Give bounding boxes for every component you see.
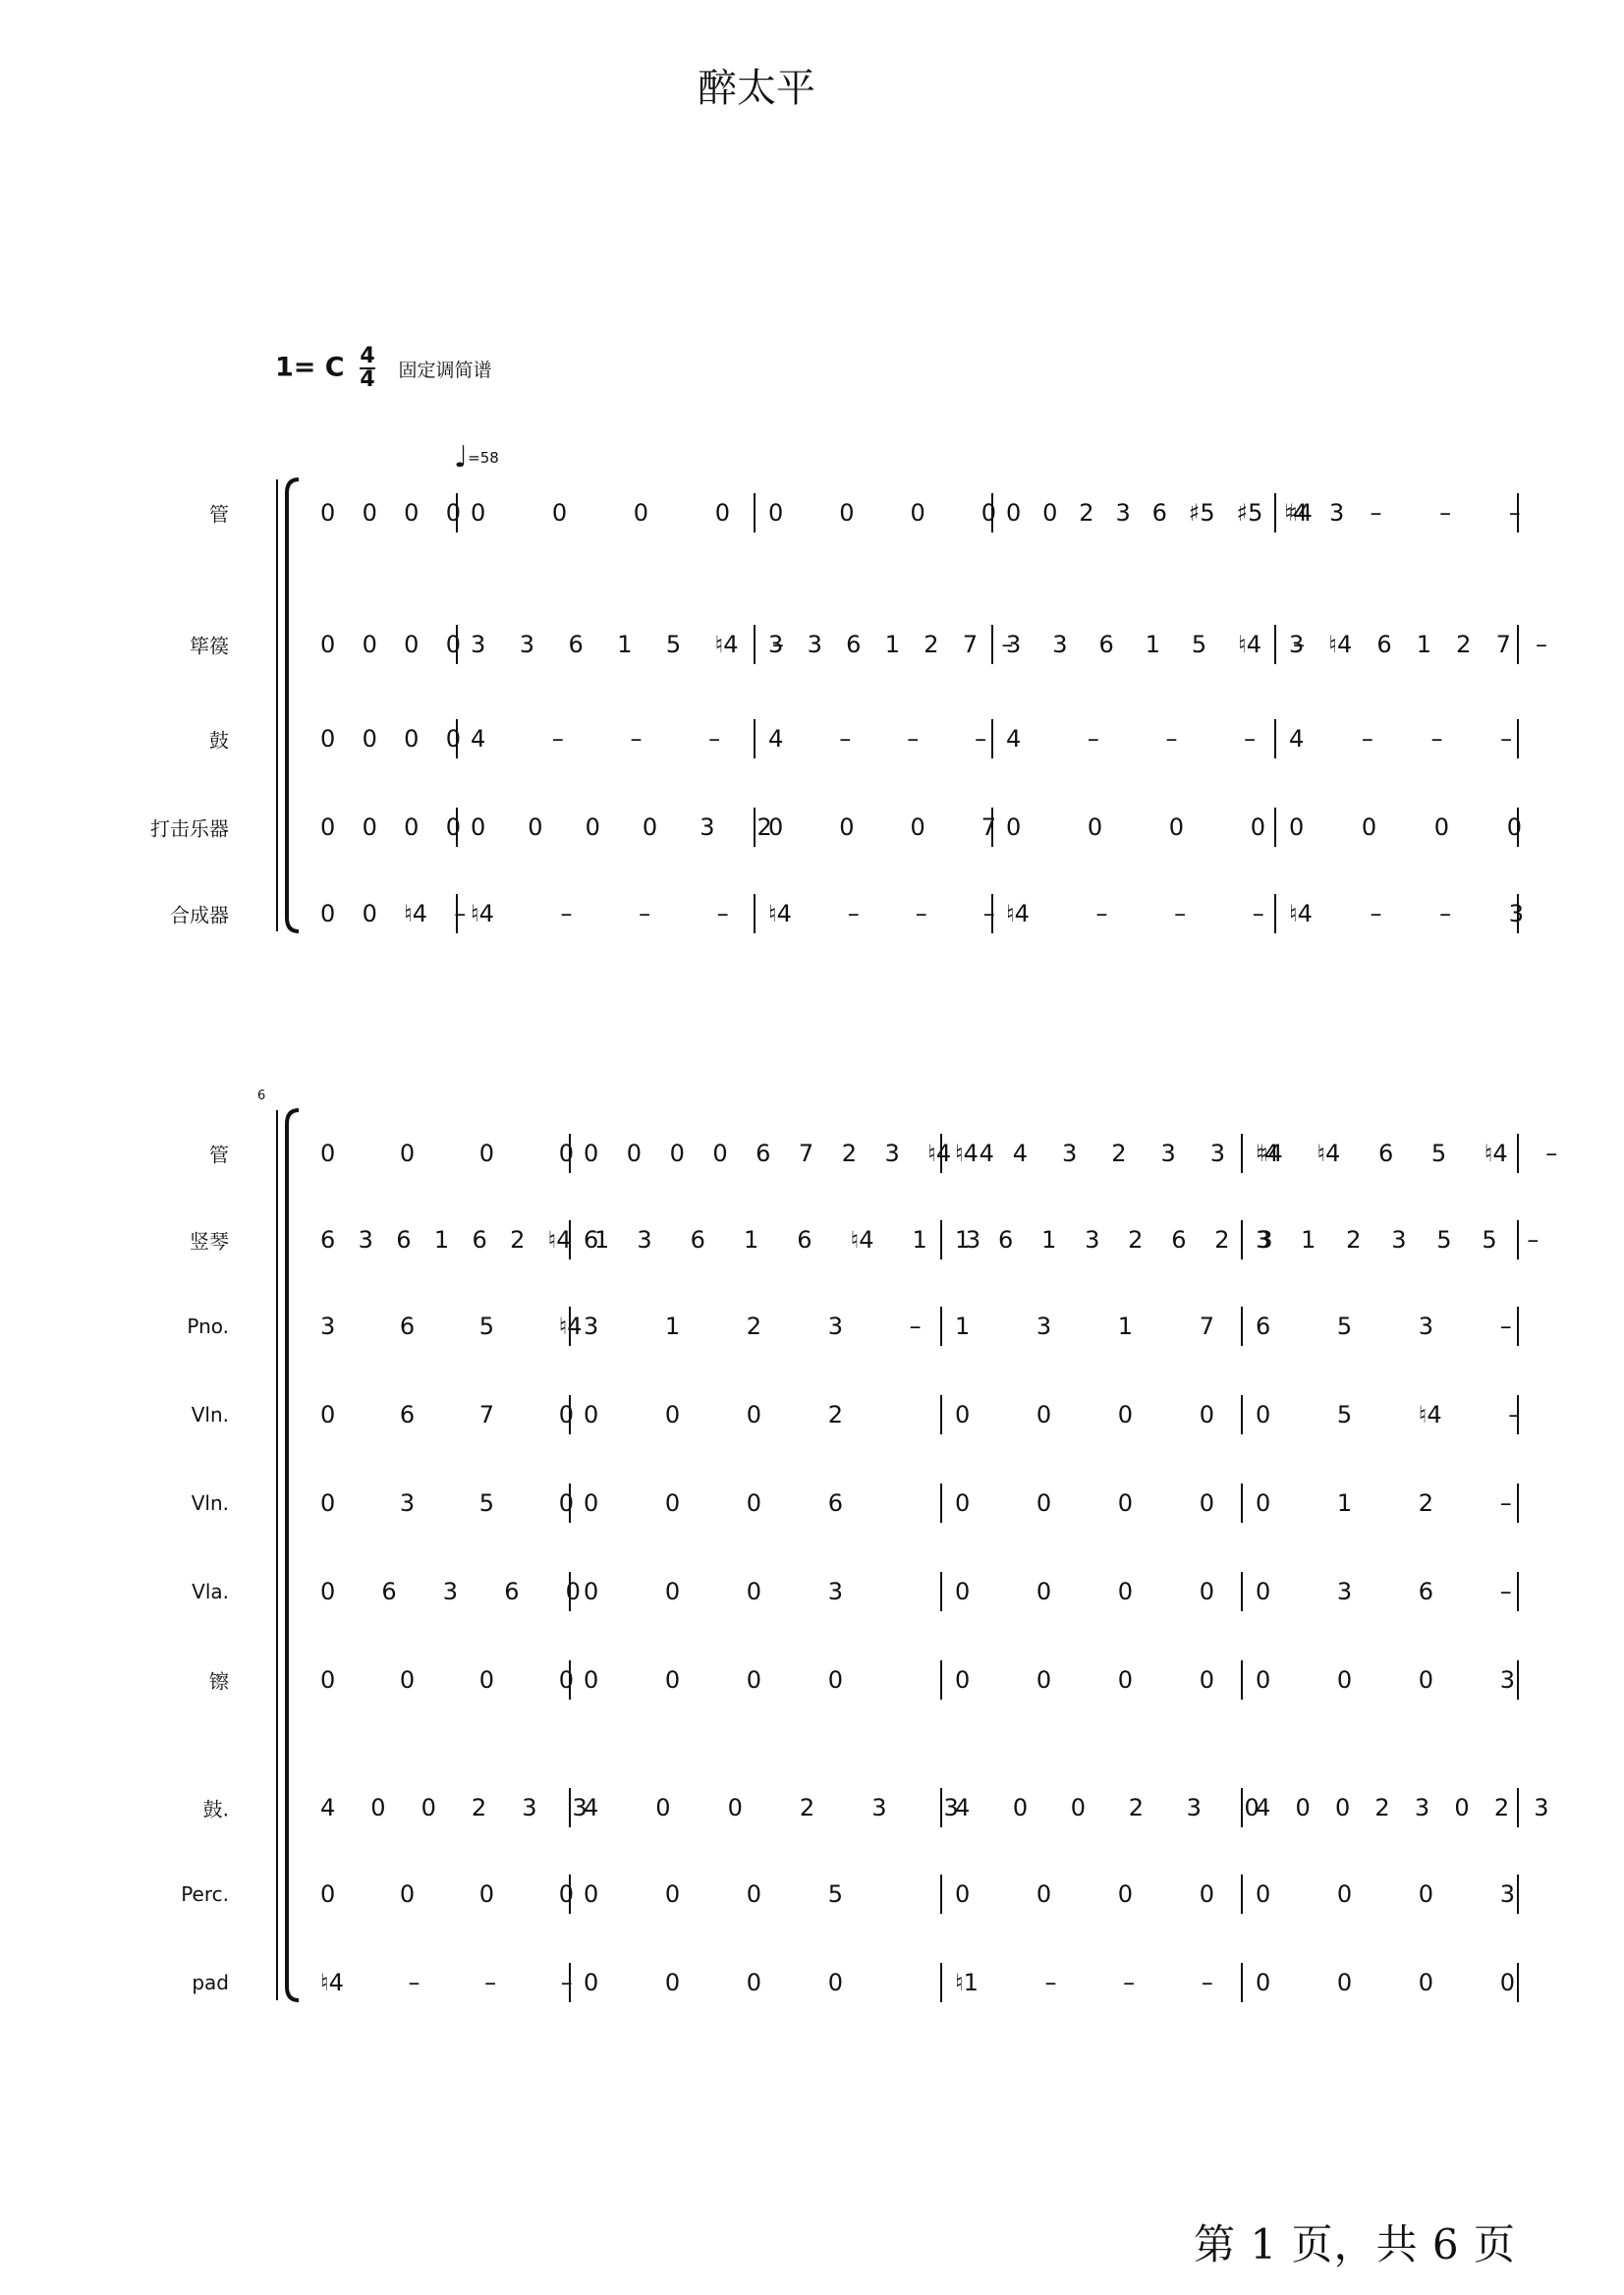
measure-notes: 0 0 0 0	[955, 1578, 1214, 1605]
measure-notes: 0 0 0 0	[1006, 813, 1265, 841]
measure-notes: 0 6 7 0	[320, 1401, 574, 1428]
measure-notes: ♮4 ♮4 6 5 ♮4 –	[1256, 1140, 1558, 1167]
instrument-label: Vln.	[191, 1491, 229, 1515]
measure-notes: 0 0 0 0	[320, 1140, 574, 1167]
measure-notes: 0 0 0 0	[768, 499, 996, 527]
system-bracket	[287, 1110, 299, 2000]
measure-notes: 0 0 0 0	[320, 725, 461, 753]
measure-notes: 1 3 1 7	[955, 1313, 1214, 1340]
measure-notes: 0 0 0 0	[320, 813, 461, 841]
measure-notes: 0 0 0 0	[1289, 813, 1522, 841]
measure-notes: 0 0 0 0	[955, 1880, 1214, 1908]
measure-notes: 3 6 5 ♮4	[320, 1313, 583, 1340]
measure-notes: 0 0 0 0	[471, 499, 730, 527]
measure-notes: 4 – – –	[471, 725, 721, 753]
instrument-label: Pno.	[187, 1315, 229, 1338]
time-signature-bottom: 4	[360, 367, 375, 392]
measure-notes: 0 0 0 0	[584, 1969, 843, 1996]
measure-notes: 3 3 6 1 5 ♮4 –	[471, 631, 784, 658]
instrument-label: Perc.	[181, 1882, 229, 1906]
instrument-label: pad	[192, 1971, 229, 1994]
measure-notes: 0 0 0 6	[584, 1489, 843, 1517]
measure-notes: 3 1 2 3 –	[584, 1313, 922, 1340]
measure-notes: ♮1 – – –	[955, 1969, 1213, 1996]
measure-notes: 4 – – –	[768, 725, 987, 753]
measure-notes: 0 0 0 2	[584, 1401, 843, 1428]
measure-notes: 0 0 ♮4 –	[320, 900, 467, 927]
measure-notes: 0 0 0 0 6 7 2 3 ♮4 4	[584, 1140, 994, 1167]
measure-notes: 1 6 1 3 2 6 2 3	[955, 1226, 1273, 1254]
measure-notes: 0 0 0 0	[955, 1666, 1214, 1694]
instrument-label: 管	[209, 1143, 229, 1167]
measure-notes: 4 0 0 2 3 0 2 3	[1256, 1794, 1549, 1821]
key-tonic: 1= C	[275, 352, 345, 383]
measure-notes: 0 0 0 3	[1256, 1880, 1515, 1908]
measure-notes: 0 0 0 0	[320, 499, 461, 527]
instrument-label: 筚篌	[190, 634, 229, 658]
measure-notes: 0 0 0 0	[1256, 1969, 1515, 1996]
measure-notes: 3 3 6 1 5 ♮4 –	[1006, 631, 1305, 658]
measure-notes: 0 3 5 0	[320, 1489, 574, 1517]
measure-notes: 0 0 0 0	[584, 1666, 843, 1694]
measure-notes: 4 – – –	[1289, 725, 1513, 753]
measure-notes: ♮4 – – –	[768, 900, 995, 927]
measure-notes: 0 0 0 0	[320, 631, 461, 658]
tempo-value: =58	[468, 449, 499, 467]
measure-notes: 3 3 6 1 2 7 –	[768, 631, 1014, 658]
instrument-label: 鼓	[209, 728, 229, 753]
time-signature-top: 4	[360, 344, 375, 368]
page-title: 醉太平	[698, 66, 815, 111]
instrument-label: 合成器	[170, 903, 229, 927]
measure-notes: 4 0 0 2 3 0	[955, 1794, 1260, 1821]
instrument-label: 镲	[209, 1669, 229, 1694]
measure-notes: 0 0 0 0	[955, 1401, 1214, 1428]
measure-notes: 0 1 2 –	[1256, 1489, 1512, 1517]
measure-notes: 0 3 6 –	[1256, 1578, 1512, 1605]
measure-notes: 4 0 0 2 3 3	[320, 1794, 588, 1821]
measure-notes: 0 0 2 3 6 ♯5 ♯5 ♮4 3	[1006, 499, 1345, 527]
measure-notes: 0 0 0 0	[320, 1880, 574, 1908]
measure-notes: 6 5 3 –	[1256, 1313, 1512, 1340]
measure-notes: ♮4 – – –	[1289, 499, 1521, 527]
measure-notes: ♮4 – – 3	[1289, 900, 1525, 927]
measure-notes: 6 3 6 1 6 ♮4 1 3	[584, 1226, 981, 1254]
measure-notes: ♮4 – – –	[471, 900, 729, 927]
instrument-label: 管	[209, 502, 229, 527]
measure-notes: 4 0 0 2 3 3	[584, 1794, 959, 1821]
measure-notes: 0 5 ♮4 –	[1256, 1401, 1521, 1428]
system-measure-number: 6	[257, 1089, 266, 1103]
notation-type: 固定调简谱	[398, 359, 492, 381]
measure-notes: 3 1 2 3 5 5 –	[1256, 1226, 1540, 1254]
instrument-label: Vln.	[191, 1403, 229, 1427]
measure-notes: ♮4 – – –	[1006, 900, 1264, 927]
quarter-note-icon: ♩	[454, 440, 469, 475]
page-footer: 第 1 页，共 6 页	[1194, 2220, 1516, 2268]
instrument-label: 竖琴	[190, 1229, 229, 1254]
instrument-label: 打击乐器	[150, 816, 229, 841]
measure-notes: 6 3 6 1 6 2 ♮4 1	[320, 1226, 610, 1254]
measure-notes: 0 0 0 0 3 2	[471, 813, 772, 841]
measure-notes: 0 0 0 0	[955, 1489, 1214, 1517]
instrument-label: 鼓.	[202, 1797, 229, 1821]
measure-notes: 0 0 0 3	[1256, 1666, 1515, 1694]
measure-notes: 0 0 0 5	[584, 1880, 843, 1908]
measure-notes: 0 0 0 3	[584, 1578, 843, 1605]
measure-notes: 4 – – –	[1006, 725, 1257, 753]
instrument-label: Vla.	[192, 1580, 229, 1603]
measure-notes: ♮4 – – –	[320, 1969, 573, 1996]
measure-notes: ♮4 4 3 2 3 3 ♮4	[955, 1140, 1283, 1167]
measure-notes: 0 6 3 6 0	[320, 1578, 581, 1605]
measure-notes: 0 0 0 7	[768, 813, 996, 841]
measure-notes: 0 0 0 0	[320, 1666, 574, 1694]
measure-notes: 3 ♮4 6 1 2 7 –	[1289, 631, 1547, 658]
